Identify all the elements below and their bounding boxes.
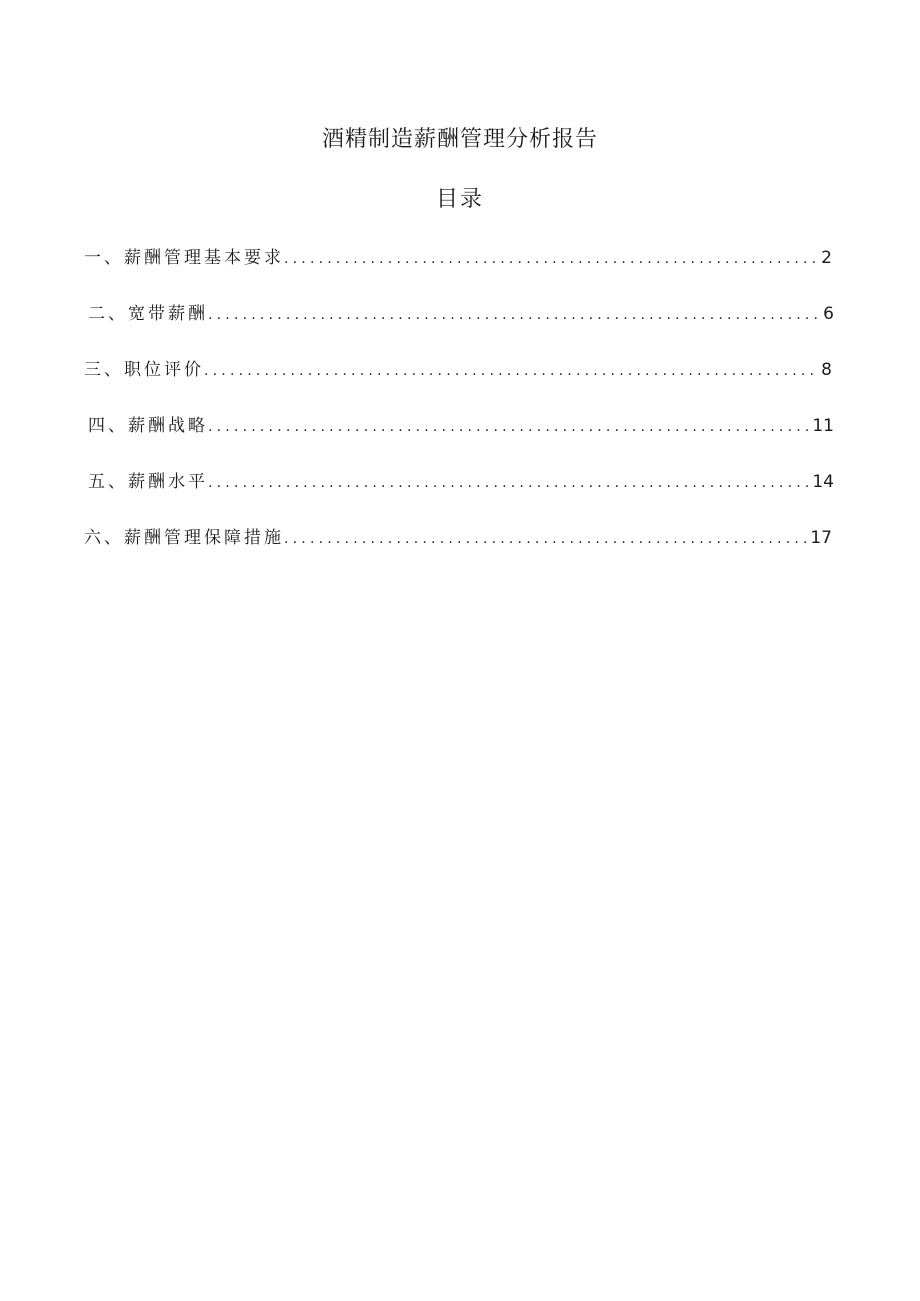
toc-entry[interactable] — [88, 301, 834, 327]
toc-entry-label: 二、宽带薪酬 — [88, 304, 208, 324]
toc-dot-leader — [204, 358, 819, 384]
toc-dot-leader — [284, 246, 819, 272]
toc-entry-label: 六、薪酬管理保障措施 — [84, 528, 284, 548]
document-title: 酒精制造薪酬管理分析报告 — [321, 127, 598, 152]
toc-dot-leader — [208, 470, 810, 496]
toc-dot-leader — [208, 414, 810, 440]
toc-entry-page: 17 — [810, 528, 832, 548]
toc-entry[interactable] — [88, 413, 834, 439]
toc-dot-leader — [284, 526, 808, 552]
toc-entry-label: 三、职位评价 — [84, 360, 204, 380]
toc-entry-label: 五、薪酬水平 — [88, 472, 208, 492]
toc-entry[interactable] — [84, 357, 832, 383]
toc-entry-page: 14 — [812, 472, 834, 492]
toc-entry[interactable] — [84, 525, 832, 551]
toc-entry[interactable] — [88, 469, 834, 495]
toc-entry-page: 6 — [823, 304, 834, 324]
toc-entry-page: 2 — [821, 248, 832, 268]
toc-dot-leader — [208, 302, 821, 328]
table-of-contents — [0, 0, 920, 600]
toc-entry-label: 一、薪酬管理基本要求 — [84, 248, 284, 268]
toc-entry-label: 四、薪酬战略 — [88, 416, 208, 436]
toc-heading: 目录 — [435, 187, 484, 212]
toc-entry[interactable] — [84, 245, 832, 271]
toc-entry-page: 11 — [812, 416, 834, 436]
toc-entry-page: 8 — [821, 360, 832, 380]
